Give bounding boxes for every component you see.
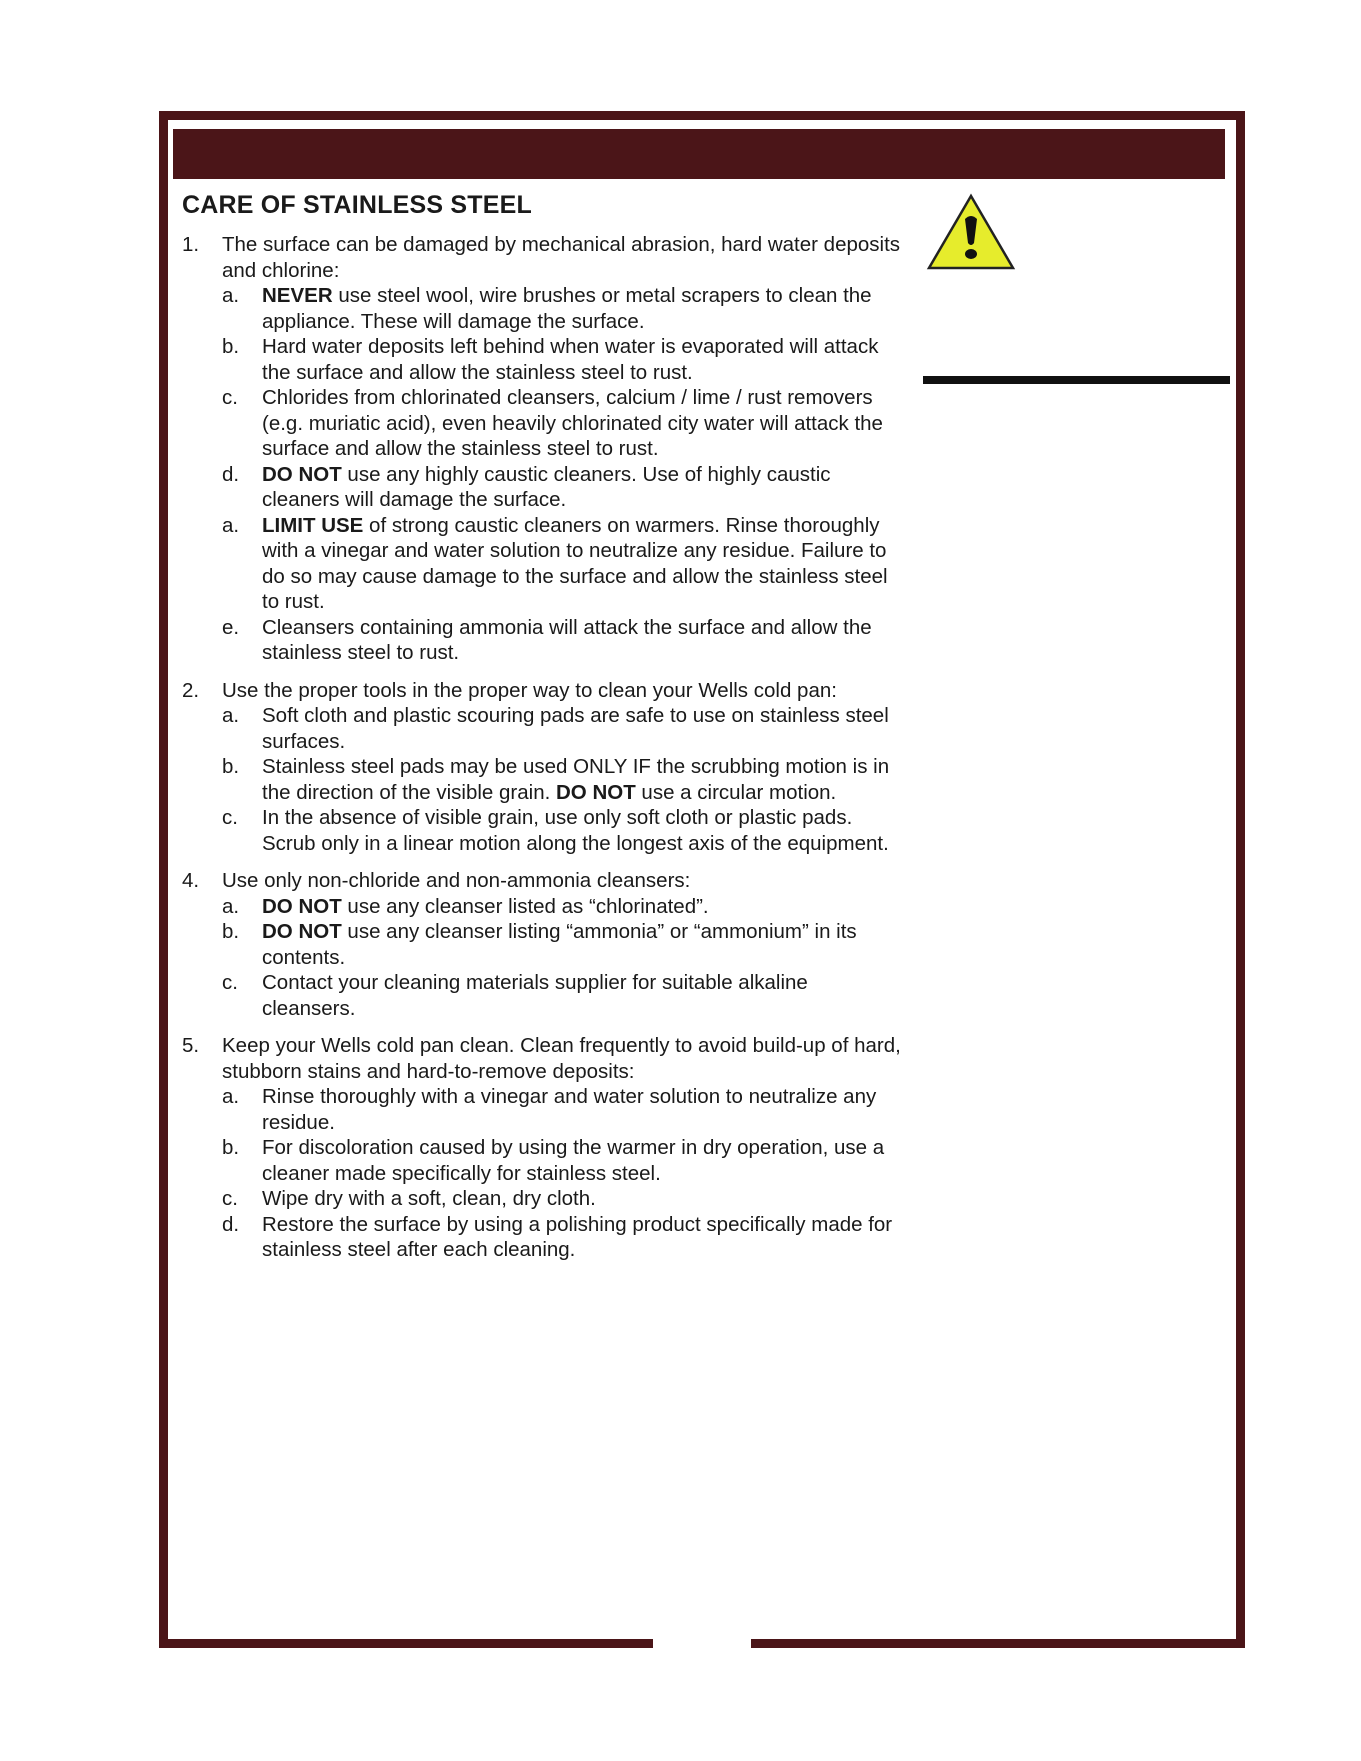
sub-list-item (222, 970, 902, 1021)
emphasis-text: DO NOT (262, 462, 342, 486)
sub-item-letter: d. (222, 462, 240, 486)
sub-list-item (222, 462, 902, 513)
sub-list (222, 1084, 902, 1263)
list-item (182, 678, 902, 857)
sub-item-text (262, 284, 872, 333)
sub-item-letter: a. (222, 284, 240, 307)
sub-item-body: of strong caustic cleaners on warmers. Rinse thoroughly with a vinegar and water solution to neutralize any residue. Failure to do so may cause damage to the surface and allow the stainless steel to rust. (262, 513, 888, 613)
sub-item-body: In the absence of visible grain, use only soft cloth or plastic pads. Scrub only in a linear motion along the longest axis of the equipment. (262, 806, 889, 855)
sub-item-text (262, 755, 889, 804)
sub-item-text (262, 920, 857, 969)
sub-list-item (222, 805, 902, 856)
sub-item-body: use a circular motion. (635, 780, 837, 804)
sub-item-letter: c. (222, 806, 238, 829)
sub-item-text (262, 1085, 876, 1134)
sub-list (222, 283, 902, 666)
sub-item-letter: a. (222, 894, 240, 918)
sub-item-body: use any cleanser listed as “chlorinated”. (341, 894, 709, 918)
sub-item-letter: a. (222, 704, 240, 727)
sub-list (222, 703, 902, 856)
sub-item-body: Hard water deposits left behind when water is evaporated will attack the surface and allow the stainless steel to rust. (262, 335, 879, 384)
emphasis-text: NEVER (262, 284, 333, 307)
item-text: The surface can be damaged by mechanical abrasion, hard water deposits and chlorine: (222, 233, 901, 282)
sub-item-body: Restore the surface by using a polishing product specifically made for stainless steel after each cleaning. (262, 1212, 893, 1261)
sub-item-letter: c. (222, 971, 238, 994)
sub-item-text (262, 386, 883, 460)
sub-item-text (262, 704, 889, 753)
sub-item-letter: e. (222, 615, 240, 639)
sub-item-body: Wipe dry with a soft, clean, dry cloth. (262, 1187, 596, 1210)
item-text: Keep your Wells cold pan clean. Clean frequently to avoid build-up of hard, stubborn stains and hard-to-remove deposits: (222, 1034, 901, 1083)
sub-item-text (262, 1136, 884, 1185)
sub-list-item (222, 1186, 902, 1212)
warning-triangle-icon (926, 193, 1016, 271)
sub-list-item (222, 385, 902, 462)
page-frame-right (1236, 111, 1245, 1648)
sub-item-text (262, 971, 808, 1020)
sub-item-text (262, 514, 888, 614)
item-text: Use the proper tools in the proper way to clean your Wells cold pan: (222, 678, 837, 702)
document-content (182, 190, 902, 1263)
sub-list-item (222, 513, 902, 615)
sub-item-body: Soft cloth and plastic scouring pads are safe to use on stainless steel surfaces. (262, 704, 889, 753)
sub-item-text (262, 616, 872, 665)
sub-item-body: use steel wool, wire brushes or metal scrapers to clean the appliance. These will damage the surface. (262, 284, 872, 333)
sub-item-letter: b. (222, 335, 240, 358)
list-item (182, 1033, 902, 1263)
sidebar-divider (923, 376, 1230, 384)
emphasis-text: DO NOT (262, 920, 342, 943)
sub-item-text (262, 895, 709, 918)
sub-list-item (222, 1212, 902, 1263)
item-number: 5. (182, 1034, 200, 1057)
sub-list-item (222, 754, 902, 805)
sub-list-item (222, 894, 902, 920)
sub-item-body: Chlorides from chlorinated cleansers, calcium / lime / rust removers (e.g. muriatic acid), even heavily chlorinated city water will attack the surface and allow the stainless steel to rust. (262, 386, 883, 460)
sub-item-text (262, 1213, 892, 1262)
page-frame-left (159, 111, 168, 1648)
item-number: 2. (182, 678, 200, 702)
sub-item-letter: b. (222, 1136, 240, 1159)
sub-item-letter: b. (222, 755, 240, 778)
sub-item-letter: c. (222, 386, 238, 409)
sub-list-item (222, 615, 902, 666)
section-title: CARE OF STAINLESS STEEL (182, 191, 532, 219)
sub-list-item (222, 703, 902, 754)
emphasis-text: DO NOT (556, 780, 636, 804)
sub-item-body: For discoloration caused by using the warmer in dry operation, use a cleaner made specifically for stainless steel. (262, 1136, 885, 1185)
section-header-bar (173, 129, 1225, 179)
sub-item-lead-text: Stainless steel pads may be used ONLY IF the scrubbing motion is in the direction of the visible grain. (262, 755, 890, 804)
sub-item-letter: b. (222, 920, 240, 943)
sub-list-item (222, 334, 902, 385)
list-item (182, 232, 902, 666)
emphasis-text: LIMIT USE (262, 513, 364, 537)
sub-item-text (262, 806, 889, 855)
sub-item-body: Rinse thoroughly with a vinegar and water solution to neutralize any residue. (262, 1085, 877, 1134)
sub-item-letter: a. (222, 513, 240, 537)
page-frame-bottom-right (751, 1639, 1245, 1648)
sub-item-text (262, 335, 878, 384)
sub-item-letter: c. (222, 1187, 238, 1210)
sub-item-body: Contact your cleaning materials supplier for suitable alkaline cleansers. (262, 971, 808, 1020)
sub-list-item (222, 283, 902, 334)
sub-item-body: Cleansers containing ammonia will attack the surface and allow the stainless steel to rust. (262, 615, 872, 664)
page-frame-bottom-left (159, 1639, 653, 1648)
emphasis-text: DO NOT (262, 894, 342, 918)
list-item (182, 868, 902, 1021)
sub-item-letter: d. (222, 1212, 240, 1236)
instruction-list (182, 232, 902, 1263)
sub-item-text (262, 463, 831, 512)
sub-item-body: use any cleanser listing “ammonia” or “ammonium” in its contents. (262, 920, 857, 969)
item-text: Use only non-chloride and non-ammonia cleansers: (222, 869, 691, 892)
item-number: 4. (182, 869, 200, 892)
sub-item-body: use any highly caustic cleaners. Use of highly caustic cleaners will damage the surface. (262, 462, 831, 511)
item-number: 1. (182, 233, 200, 256)
sub-list-item (222, 919, 902, 970)
sub-list-item (222, 1084, 902, 1135)
sub-item-text (262, 1187, 596, 1210)
sub-list-item (222, 1135, 902, 1186)
page-frame-top (159, 111, 1245, 120)
sub-item-letter: a. (222, 1085, 240, 1108)
sub-list (222, 894, 902, 1022)
